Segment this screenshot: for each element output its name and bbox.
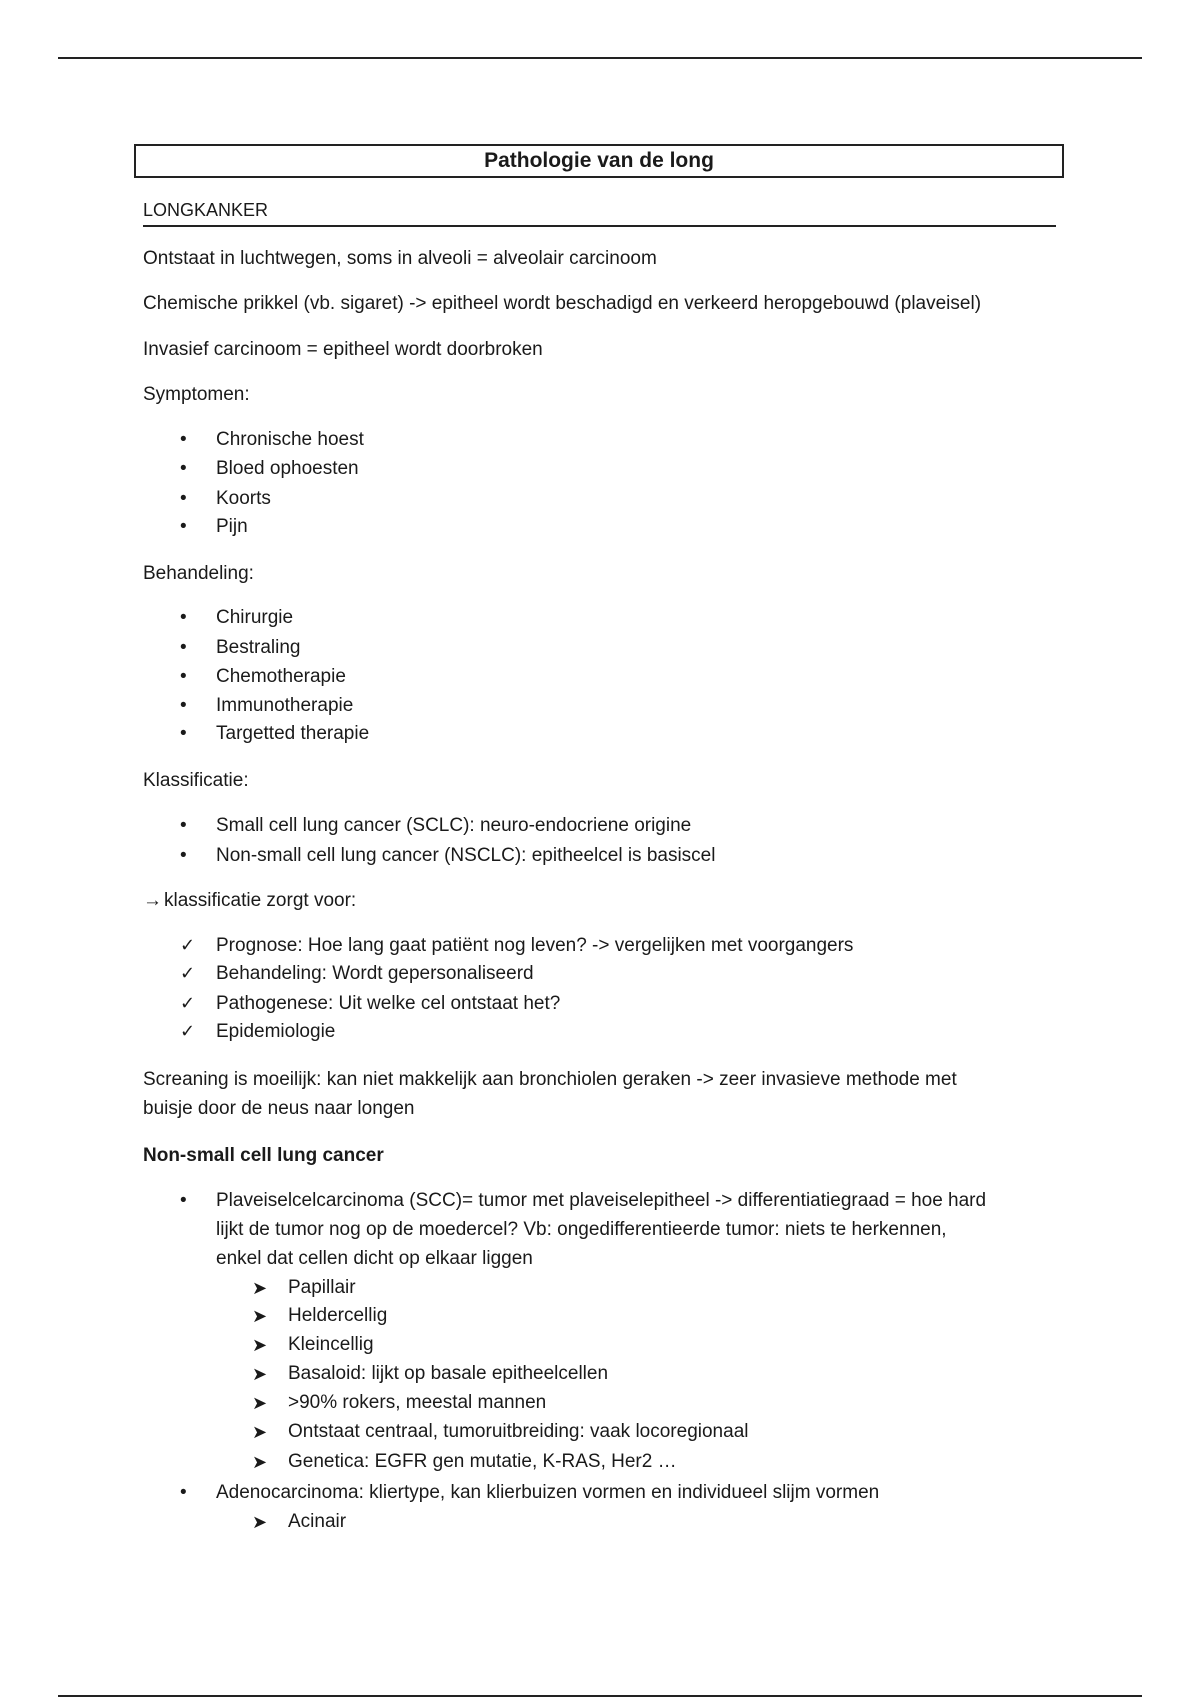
symptom-item: Bloed ophoesten bbox=[216, 458, 359, 479]
adeno-line: Adenocarcinoma: kliertype, kan klierbuizen vormen en individueel slijm vormen bbox=[216, 1482, 880, 1503]
scc-line: lijkt de tumor nog op de moedercel? Vb: ongedifferentieerde tumor: niets te herkennen, bbox=[216, 1219, 947, 1240]
classification-label: Klassificatie: bbox=[143, 770, 249, 791]
treatment-item: Immunotherapie bbox=[216, 695, 354, 716]
checkmark-icon: ✓ bbox=[180, 1021, 196, 1041]
scc-subitem: Ontstaat centraal, tumoruitbreiding: vaak locoregionaal bbox=[288, 1421, 749, 1442]
arrow-right-icon: → bbox=[143, 890, 162, 911]
bullet-icon: • bbox=[180, 845, 187, 866]
header-rule bbox=[58, 57, 1142, 59]
scc-subitem: Basaloid: lijkt op basale epitheelcellen bbox=[288, 1363, 609, 1384]
arrowhead-bullet-icon: ➤ bbox=[252, 1422, 268, 1442]
bullet-icon: • bbox=[180, 695, 187, 716]
adeno-subitem: Acinair bbox=[288, 1511, 347, 1532]
intro-line: Ontstaat in luchtwegen, soms in alveoli = alveolair carcinoom bbox=[143, 248, 657, 269]
scc-line: enkel dat cellen dicht op elkaar liggen bbox=[216, 1248, 533, 1269]
treatment-item: Chemotherapie bbox=[216, 666, 346, 687]
bullet-icon: • bbox=[180, 723, 187, 744]
treatment-item: Bestraling bbox=[216, 637, 301, 658]
scc-subitem: Papillair bbox=[288, 1277, 356, 1298]
intro-line: Chemische prikkel (vb. sigaret) -> epitheel wordt beschadigd en verkeerd heropgebouwd (plaveisel) bbox=[143, 293, 982, 314]
footer-rule bbox=[58, 1695, 1142, 1697]
bullet-icon: • bbox=[180, 607, 187, 628]
arrowhead-bullet-icon: ➤ bbox=[252, 1452, 268, 1472]
scc-subitem: >90% rokers, meestal mannen bbox=[288, 1392, 547, 1413]
bullet-icon: • bbox=[180, 516, 187, 537]
bullet-icon: • bbox=[180, 429, 187, 450]
checkmark-icon: ✓ bbox=[180, 993, 196, 1013]
intro-line: Invasief carcinoom = epitheel wordt doorbroken bbox=[143, 339, 543, 360]
classification-purpose-text: klassificatie zorgt voor: bbox=[164, 890, 357, 911]
purpose-item: Pathogenese: Uit welke cel ontstaat het? bbox=[216, 993, 561, 1014]
symptom-item: Chronische hoest bbox=[216, 429, 364, 450]
bullet-icon: • bbox=[180, 1190, 187, 1211]
scc-subitem: Genetica: EGFR gen mutatie, K-RAS, Her2 … bbox=[288, 1451, 677, 1472]
page-title: Pathologie van de long bbox=[484, 149, 714, 172]
arrowhead-bullet-icon: ➤ bbox=[252, 1364, 268, 1384]
screening-line: Screaning is moeilijk: kan niet makkelijk aan bronchiolen geraken -> zeer invasieve methode met bbox=[143, 1069, 957, 1090]
bullet-icon: • bbox=[180, 815, 187, 836]
treatment-label: Behandeling: bbox=[143, 563, 254, 584]
arrowhead-bullet-icon: ➤ bbox=[252, 1306, 268, 1326]
symptom-item: Pijn bbox=[216, 516, 248, 537]
scc-subitem: Heldercellig bbox=[288, 1305, 388, 1326]
purpose-item: Behandeling: Wordt gepersonaliseerd bbox=[216, 963, 534, 984]
treatment-item: Chirurgie bbox=[216, 607, 294, 628]
arrowhead-bullet-icon: ➤ bbox=[252, 1335, 268, 1355]
bullet-icon: • bbox=[180, 458, 187, 479]
page-title-box bbox=[134, 144, 1064, 178]
classification-purpose-label bbox=[143, 890, 356, 912]
bullet-icon: • bbox=[180, 1482, 187, 1503]
arrowhead-bullet-icon: ➤ bbox=[252, 1393, 268, 1413]
symptoms-label: Symptomen: bbox=[143, 384, 250, 405]
bullet-icon: • bbox=[180, 637, 187, 658]
symptom-item: Koorts bbox=[216, 488, 271, 509]
arrowhead-bullet-icon: ➤ bbox=[252, 1278, 268, 1298]
arrowhead-bullet-icon: ➤ bbox=[252, 1512, 268, 1532]
bullet-icon: • bbox=[180, 488, 187, 509]
bullet-icon: • bbox=[180, 666, 187, 687]
section-heading: LONGKANKER bbox=[143, 200, 1056, 227]
checkmark-icon: ✓ bbox=[180, 935, 196, 955]
scc-line: Plaveiselcelcarcinoma (SCC)= tumor met plaveiselepitheel -> differentiatiegraad = hoe hard bbox=[216, 1190, 987, 1211]
checkmark-icon: ✓ bbox=[180, 963, 196, 983]
screening-line: buisje door de neus naar longen bbox=[143, 1098, 415, 1119]
purpose-item: Epidemiologie bbox=[216, 1021, 336, 1042]
treatment-item: Targetted therapie bbox=[216, 723, 370, 744]
classification-item: Non-small cell lung cancer (NSCLC): epitheelcel is basiscel bbox=[216, 845, 716, 866]
classification-item: Small cell lung cancer (SCLC): neuro-endocriene origine bbox=[216, 815, 692, 836]
purpose-item: Prognose: Hoe lang gaat patiënt nog leven? -> vergelijken met voorgangers bbox=[216, 935, 854, 956]
scc-subitem: Kleincellig bbox=[288, 1334, 374, 1355]
nsclc-heading: Non-small cell lung cancer bbox=[143, 1145, 384, 1166]
